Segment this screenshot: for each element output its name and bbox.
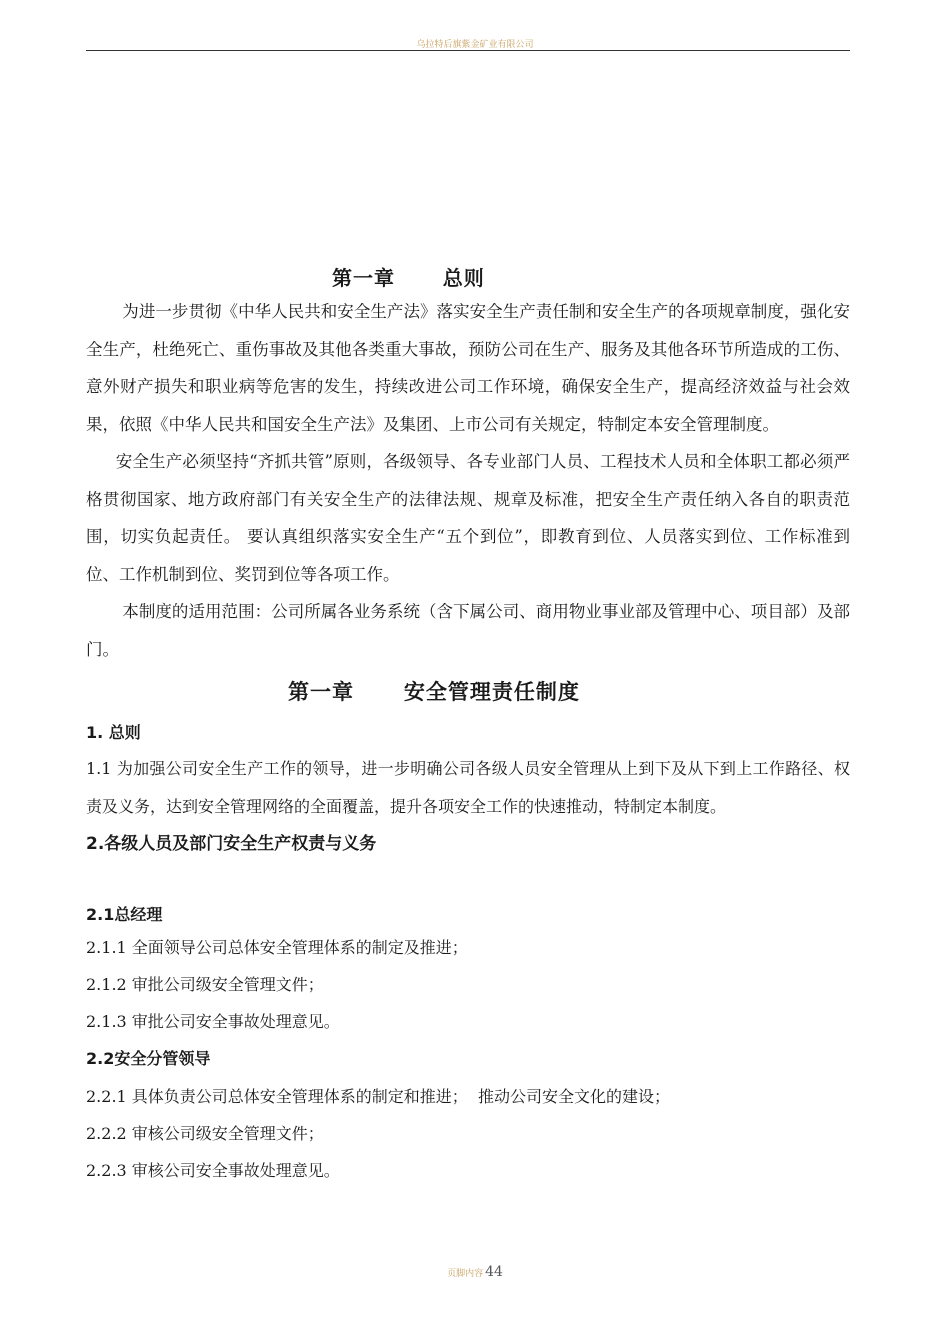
list-item: 2.2.2 审核公司级安全管理文件； — [86, 1124, 324, 1143]
list-item: 2.2.3 审核公司安全事故处理意见。 — [86, 1161, 340, 1180]
list-item: 2.2.1 具体负责公司总体安全管理体系的制定和推进； 推动公司安全文化的建设； — [86, 1087, 670, 1106]
chapter-title-general: 第一章 总则 — [332, 266, 485, 290]
subsection-heading-safety-leader: 2.2安全分管领导 — [86, 1049, 211, 1068]
document-body — [86, 262, 850, 1189]
paragraph-scope: 本制度的适用范围：公司所属各业务系统（含下属公司、商用物业事业部及管理中心、项目部）及部门。 — [86, 602, 850, 659]
section-heading-general: 1. 总则 — [86, 723, 141, 742]
page-number: 44 — [485, 1264, 503, 1280]
section-heading-duties: 2.各级人员及部门安全生产权责与义务 — [86, 834, 377, 854]
list-item: 2.1.1 全面领导公司总体安全管理体系的制定及推进； — [86, 938, 468, 957]
list-item: 2.1.2 审批公司级安全管理文件； — [86, 975, 324, 994]
list-item: 2.1.3 审批公司安全事故处理意见。 — [86, 1012, 340, 1031]
page-footer — [0, 1264, 950, 1280]
subsection-heading-general-manager: 2.1总经理 — [86, 905, 163, 924]
paragraph-section-1-1: 1.1 为加强公司安全生产工作的领导，进一步明确公司各级人员安全管理从上到下及从下到上工作路径、权责及义务，达到安全管理网络的全面覆盖，提升各项安全工作的快速推动，特制定本制度。 — [86, 759, 850, 816]
footer-label: 页脚内容 — [447, 1269, 484, 1279]
header-divider — [86, 50, 850, 51]
chapter-title-safety-responsibility: 第一章 安全管理责任制度 — [288, 680, 580, 704]
paragraph-principle: 安全生产必须坚持“齐抓共管”原则，各级领导、各专业部门人员、工程技术人员和全体职工都必须严格贯彻国家、地方政府部门有关安全生产的法律法规、规章及标准，把安全生产责任纳入各自的职责范围，切实负起责任。 要认真组织落实安全生产“五个到位”，即教育到位、人员落实到位、工作标准到位、工作机制到位、奖罚到位等各项工作。 — [86, 452, 850, 584]
paragraph-purpose: 为进一步贯彻《中华人民共和安全生产法》落实安全生产责任制和安全生产的各项规章制度，强化安全生产，杜绝死亡、重伤事故及其他各类重大事故，预防公司在生产、服务及其他各环节所造成的工伤、意外财产损失和职业病等危害的发生，持续改进公司工作环境，确保安全生产，提高经济效益与社会效果，依照《中华人民共和国安全生产法》及集团、上市公司有关规定，特制定本安全管理制度。 — [86, 302, 850, 434]
page-header: 乌拉特后旗紫金矿业有限公司 — [416, 40, 534, 50]
